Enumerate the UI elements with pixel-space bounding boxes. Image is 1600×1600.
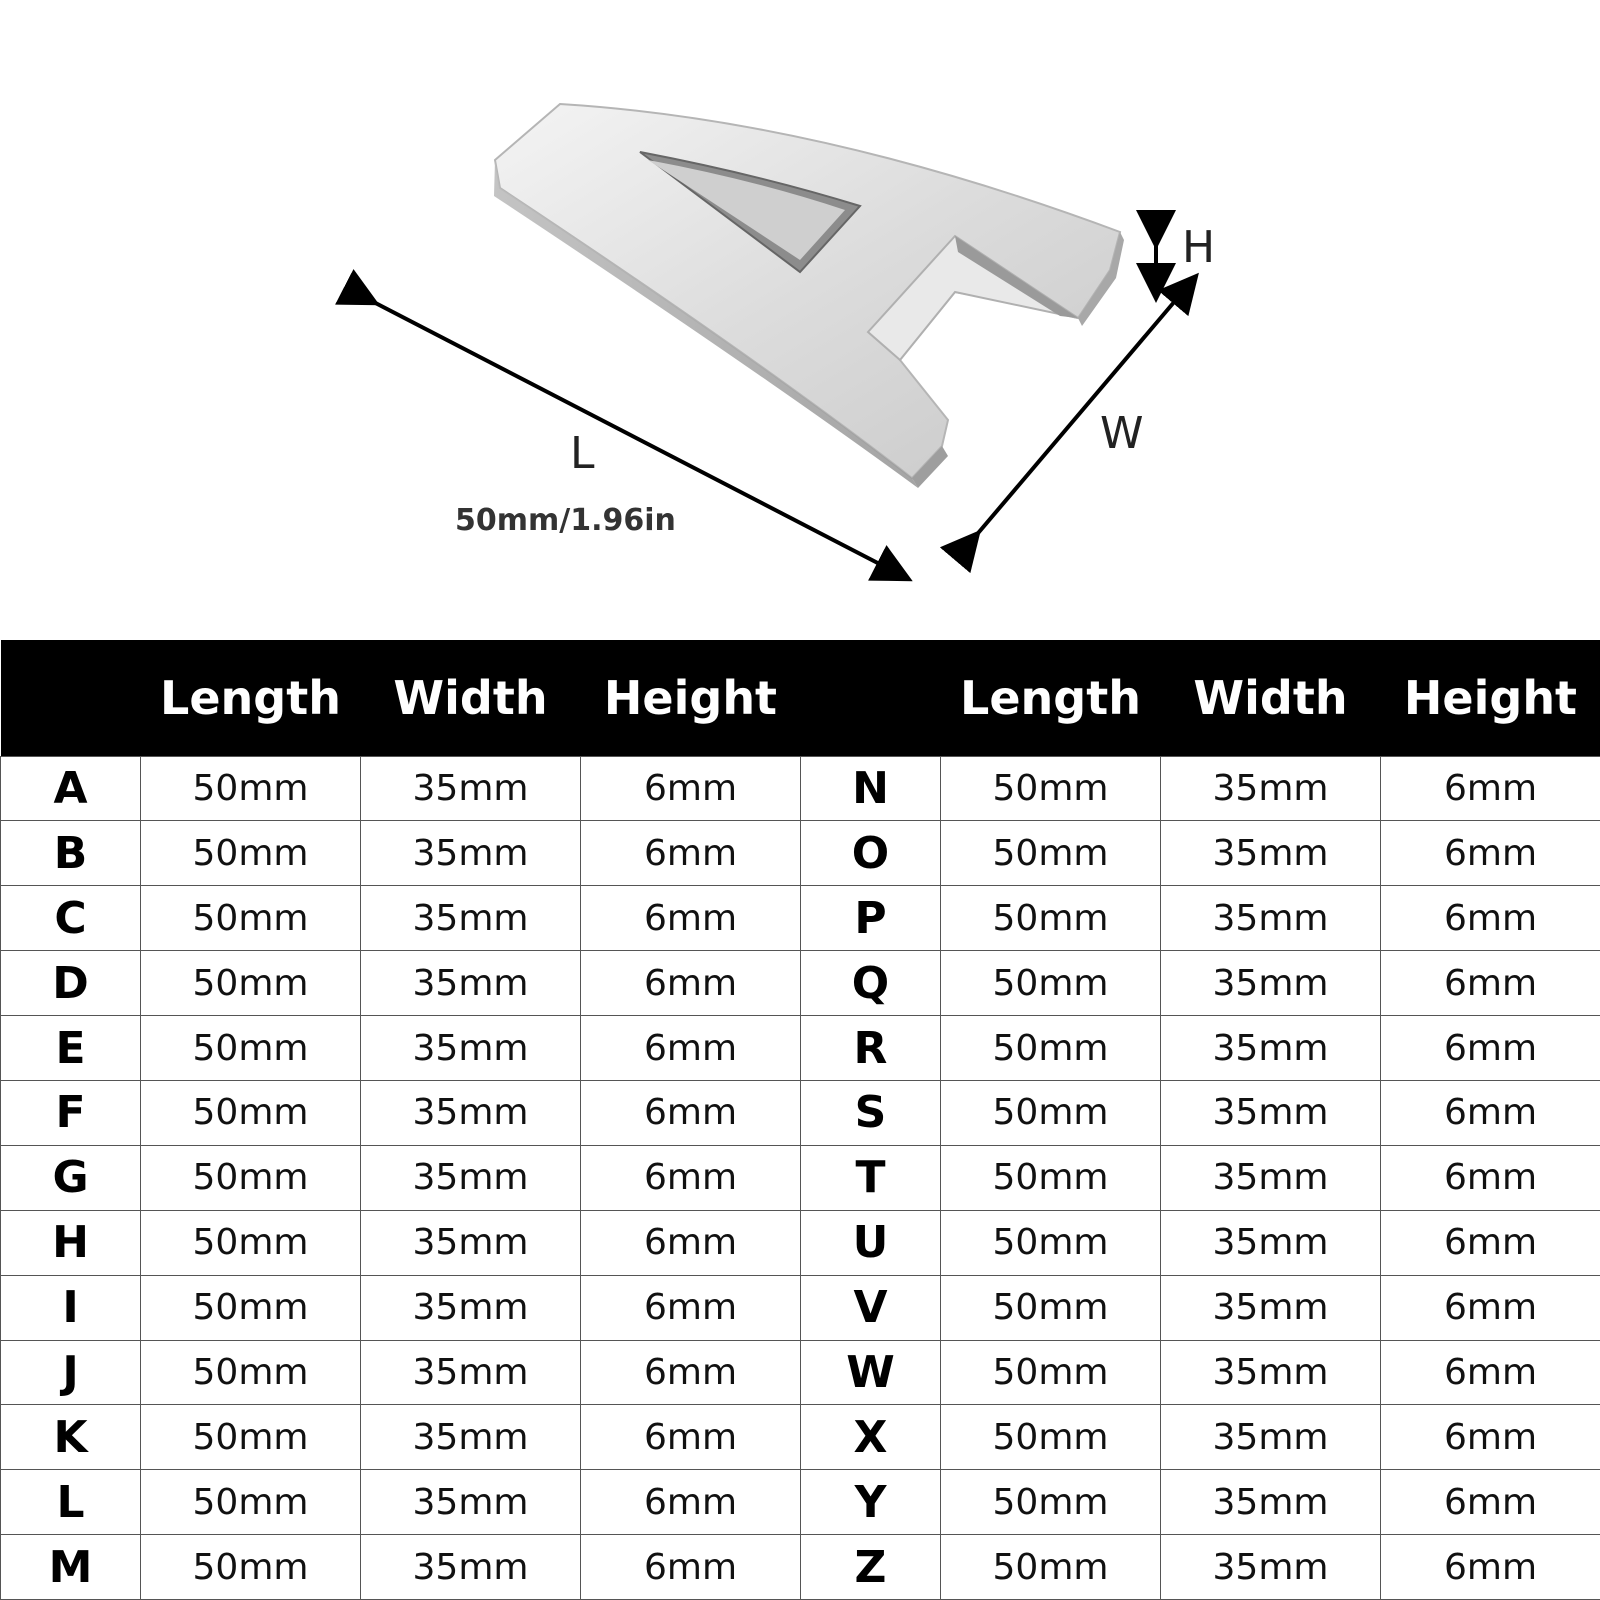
column-header: Length xyxy=(960,670,1141,725)
dimension-cell: 6mm xyxy=(1381,1016,1600,1081)
dimension-cell: 50mm xyxy=(941,1210,1161,1275)
letter-cell: H xyxy=(1,1210,141,1275)
dimension-cell: 50mm xyxy=(941,1470,1161,1535)
dimension-cell: 50mm xyxy=(941,1405,1161,1470)
dimension-cell: 35mm xyxy=(361,886,581,951)
table-row xyxy=(1,1405,1600,1470)
dimension-cell: 35mm xyxy=(361,1340,581,1405)
dimension-cell: 6mm xyxy=(581,951,801,1016)
dimension-cell: 35mm xyxy=(1161,1210,1381,1275)
column-header xyxy=(801,640,941,756)
length-measurement: 50mm/1.96in xyxy=(455,503,676,538)
table-row xyxy=(1,1016,1600,1081)
letter-cell: S xyxy=(801,1080,941,1145)
dimension-cell: 50mm xyxy=(941,756,1161,821)
column-header: Height xyxy=(603,670,778,725)
dimension-cell: 50mm xyxy=(141,1016,361,1081)
dimension-cell: 6mm xyxy=(1381,1275,1600,1340)
letter-cell: D xyxy=(1,951,141,1016)
dimension-cell: 35mm xyxy=(361,1470,581,1535)
dimension-cell: 35mm xyxy=(1161,886,1381,951)
dimension-cell: 6mm xyxy=(581,1275,801,1340)
dimension-cell: 6mm xyxy=(1381,1470,1600,1535)
letter-cell: A xyxy=(1,756,141,821)
dimension-cell: 6mm xyxy=(581,1340,801,1405)
table-row xyxy=(1,886,1600,951)
dimension-cell: 50mm xyxy=(141,886,361,951)
dimension-cell: 6mm xyxy=(581,1016,801,1081)
dimension-cell: 50mm xyxy=(941,1016,1161,1081)
height-label: H xyxy=(1182,222,1216,273)
dimension-cell: 35mm xyxy=(1161,1340,1381,1405)
table-row xyxy=(1,1470,1600,1535)
dimension-cell: 50mm xyxy=(141,1275,361,1340)
dimension-cell: 35mm xyxy=(1161,1080,1381,1145)
dimension-cell: 50mm xyxy=(941,1145,1161,1210)
dimension-cell: 50mm xyxy=(141,1080,361,1145)
dimension-cell: 35mm xyxy=(361,1535,581,1600)
dimension-cell: 35mm xyxy=(361,1016,581,1081)
dimension-cell: 6mm xyxy=(581,1145,801,1210)
dimension-cell: 6mm xyxy=(1381,1340,1600,1405)
dimension-cell: 6mm xyxy=(1381,951,1600,1016)
dimension-cell: 50mm xyxy=(941,1340,1161,1405)
dimension-cell: 50mm xyxy=(941,1080,1161,1145)
width-label: W xyxy=(1100,408,1144,459)
dimension-cell: 50mm xyxy=(941,951,1161,1016)
dimension-cell: 6mm xyxy=(581,1210,801,1275)
letter-cell: W xyxy=(801,1340,941,1405)
table-row xyxy=(1,1210,1600,1275)
dimension-cell: 50mm xyxy=(141,1145,361,1210)
dimension-cell: 6mm xyxy=(1381,821,1600,886)
letter-cell: J xyxy=(1,1340,141,1405)
dimension-cell: 35mm xyxy=(361,1405,581,1470)
dimension-cell: 6mm xyxy=(1381,886,1600,951)
letter-cell: C xyxy=(1,886,141,951)
dimension-cell: 50mm xyxy=(941,821,1161,886)
letter-cell: E xyxy=(1,1016,141,1081)
letter-cell: Q xyxy=(801,951,941,1016)
dimension-cell: 35mm xyxy=(1161,1145,1381,1210)
dimension-cell: 6mm xyxy=(581,1405,801,1470)
dimension-cell: 6mm xyxy=(1381,1210,1600,1275)
letter-cell: Z xyxy=(801,1535,941,1600)
dimension-cell: 50mm xyxy=(141,1535,361,1600)
letter-cell: L xyxy=(1,1470,141,1535)
column-header: Height xyxy=(1403,670,1578,725)
table-row xyxy=(1,951,1600,1016)
column-header: Width xyxy=(393,670,548,725)
letter-cell: X xyxy=(801,1405,941,1470)
dimension-cell: 6mm xyxy=(581,886,801,951)
dimension-cell: 50mm xyxy=(141,756,361,821)
letter-cell: V xyxy=(801,1275,941,1340)
letter-cell: N xyxy=(801,756,941,821)
table-header-row xyxy=(1,640,1600,756)
table-row xyxy=(1,1145,1600,1210)
dimension-cell: 50mm xyxy=(941,1535,1161,1600)
dimension-cell: 6mm xyxy=(1381,756,1600,821)
letter-cell: F xyxy=(1,1080,141,1145)
letter-cell: M xyxy=(1,1535,141,1600)
dimension-cell: 50mm xyxy=(141,821,361,886)
table-row xyxy=(1,1080,1600,1145)
dimension-cell: 35mm xyxy=(1161,821,1381,886)
dimension-cell: 35mm xyxy=(361,1080,581,1145)
dimension-cell: 50mm xyxy=(141,1340,361,1405)
dimension-cell: 35mm xyxy=(1161,1470,1381,1535)
dimension-cell: 6mm xyxy=(1381,1405,1600,1470)
letter-cell: R xyxy=(801,1016,941,1081)
letter-cell: I xyxy=(1,1275,141,1340)
table-row xyxy=(1,756,1600,821)
dimension-cell: 50mm xyxy=(141,1210,361,1275)
letter-cell: P xyxy=(801,886,941,951)
length-label: L xyxy=(570,428,595,479)
dimension-cell: 6mm xyxy=(581,821,801,886)
dimension-cell: 6mm xyxy=(581,1470,801,1535)
dimension-cell: 6mm xyxy=(1381,1535,1600,1600)
table-row xyxy=(1,821,1600,886)
table-row xyxy=(1,1535,1600,1600)
letter-cell: T xyxy=(801,1145,941,1210)
letter-cell: U xyxy=(801,1210,941,1275)
dimension-cell: 6mm xyxy=(1381,1080,1600,1145)
chrome-letter-a-illustration xyxy=(0,0,1600,640)
letter-cell: K xyxy=(1,1405,141,1470)
dimension-cell: 50mm xyxy=(141,1470,361,1535)
dimension-cell: 6mm xyxy=(581,1535,801,1600)
letter-cell: B xyxy=(1,821,141,886)
column-header: Length xyxy=(160,670,341,725)
letter-cell: O xyxy=(801,821,941,886)
column-header: Width xyxy=(1193,670,1348,725)
dimension-cell: 6mm xyxy=(1381,1145,1600,1210)
table-row xyxy=(1,1340,1600,1405)
dimension-cell: 50mm xyxy=(141,951,361,1016)
table-body xyxy=(1,756,1600,1600)
column-header xyxy=(1,640,141,756)
dimension-cell: 35mm xyxy=(361,1210,581,1275)
dimension-cell: 50mm xyxy=(941,1275,1161,1340)
dimension-cell: 6mm xyxy=(581,756,801,821)
letter-cell: Y xyxy=(801,1470,941,1535)
table-row xyxy=(1,1275,1600,1340)
dimension-cell: 35mm xyxy=(1161,1405,1381,1470)
dimension-cell: 35mm xyxy=(361,1145,581,1210)
dimension-cell: 35mm xyxy=(361,756,581,821)
size-table xyxy=(0,640,1600,1600)
dimension-cell: 35mm xyxy=(1161,1535,1381,1600)
dimension-cell: 35mm xyxy=(1161,1016,1381,1081)
width-arrow-icon xyxy=(968,288,1186,545)
dimension-cell: 35mm xyxy=(1161,756,1381,821)
dimension-cell: 6mm xyxy=(581,1080,801,1145)
dimension-cell: 35mm xyxy=(361,1275,581,1340)
dimension-cell: 50mm xyxy=(141,1405,361,1470)
dimension-cell: 35mm xyxy=(1161,951,1381,1016)
dimension-cell: 35mm xyxy=(1161,1275,1381,1340)
product-diagram xyxy=(0,0,1600,640)
letter-cell: G xyxy=(1,1145,141,1210)
dimension-cell: 35mm xyxy=(361,821,581,886)
dimension-cell: 50mm xyxy=(941,886,1161,951)
dimension-cell: 35mm xyxy=(361,951,581,1016)
